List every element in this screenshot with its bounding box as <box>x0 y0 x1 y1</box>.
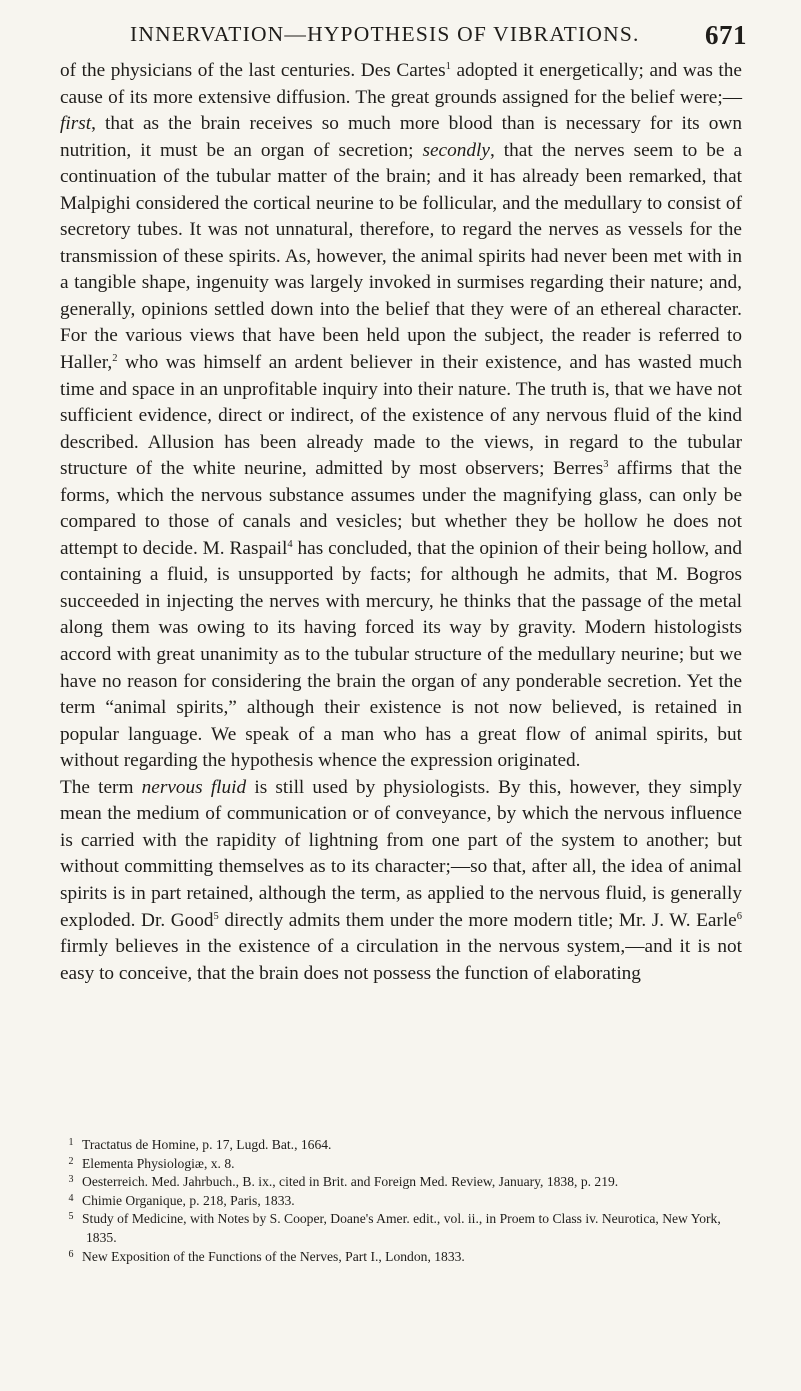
footnote-ref-4: 4 <box>287 538 293 550</box>
italic-text: first <box>60 113 92 135</box>
footnote: 1 Tractatus de Homine, p. 17, Lugd. Bat., 1664. <box>68 1137 332 1152</box>
text-run: directly admits them under the more modern title; Mr. J. W. Earle <box>218 909 737 931</box>
footnote-ref-5: 5 <box>213 910 219 922</box>
running-title: INNERVATION—HYPOTHESIS OF VIBRATIONS. <box>130 22 640 46</box>
text-run: adopted it energetically; and was the cause of its more extensive diffusion. The great grounds assigned for the belief were;— <box>60 60 742 108</box>
footnote: 6 New Exposition of the Functions of the Nerves, Part I., London, 1833. <box>68 1248 465 1264</box>
text-run: of the physicians of the last centuries. Des Cartes <box>60 60 446 81</box>
text-run: firmly believes in the existence of a circulation in the nervous system,—and it is not easy to conceive, that the brain does not possess the function of elaborating <box>60 936 742 984</box>
italic-text: secondly <box>422 139 490 161</box>
footnote: 4 Chimie Organique, p. 218, Paris, 1833. <box>68 1192 295 1208</box>
text-run: is still used by physiologists. By this, however, they simply mean the medium of communication or of conveyance, by which the nervous influence is carried with the rapidity of lightning from one part of the system to another; but without committing themselves as to its character;—so that, after all, the idea of animal spirits is in part retained, although the term, as applied to the nervous fluid, is generally exploded. Dr. Good <box>60 776 743 931</box>
italic-text: nervous fluid <box>141 776 247 798</box>
text-run: affirms that the forms, which the nervous substance assumes under the magnifying glass, can only be compared to those of canals and vesicles; but whether they be hollow he does not attempt to decide. M. Raspail <box>60 458 742 559</box>
footnote-text: Oesterreich. Med. Jahrbuch., B. ix., cited in Brit. and Foreign Med. Review, January, 1838, p. 219. <box>82 1174 619 1190</box>
footnote: 5 Study of Medicine, with Notes by S. Cooper, Doane's Amer. edit., vol. ii., in Proem to Class iv. Neurotica, New York, 1835. <box>68 1211 721 1245</box>
footnote-text: Study of Medicine, with Notes by S. Cooper, Doane's Amer. edit., vol. ii., in Proem to Class iv. Neurotica, New York, 1835. <box>82 1211 721 1245</box>
running-head <box>60 20 747 52</box>
page-number: 671 <box>705 20 747 50</box>
footnote: 3 Oesterreich. Med. Jahrbuch., B. ix., cited in Brit. and Foreign Med. Review, January, 1838, p. 219. <box>68 1174 619 1190</box>
footnote-ref-3: 3 <box>603 459 609 471</box>
text-run: , that the nerves seem to be a continuation of the tubular matter of the brain; and it has already been remarked, that Malpighi considered the cortical neurine to be follicular, and the medullary to consist of secretory tubes. It was not unnatural, therefore, to regard the nerves as vessels for the transmission of these spirits. As, however, the animal spirits had never been met with in a tangible shape, ingenuity was largely invoked in surmises regarding their nature; and, generally, opinions settled down into the belief that they were of an ethereal character. For the various views that have been held upon the subject, the reader is referred to Haller, <box>60 139 742 374</box>
footnotes <box>60 1136 742 1266</box>
text-run: has concluded, that the opinion of their being hollow, and containing a fluid, is unsupported by facts; for although he admits, that M. Bogros succeeded in injecting the nerves with mercury, he thinks that the passage of the metal along them was owing to its having forced its way by gravity. Modern histologists accord with great unanimity as to the tubular structure of the medullary neurine; but we have no reason for considering the brain the organ of any ponderable secretion. Yet the term “animal spirits,” although their existence is not now believed, is retained in popular language. We speak of a man who has a great flow of animal spirits, but without regarding the hypothesis whence the expression originated. <box>60 537 742 772</box>
body-text <box>60 58 742 987</box>
footnote-ref-1: 1 <box>445 61 451 72</box>
footnote-text: Chimie Organique, p. 218, Paris, 1833. <box>82 1192 295 1208</box>
text-run: The term <box>60 776 142 798</box>
footnote: 2 Elementa Physiologiæ, x. 8. <box>68 1155 235 1171</box>
footnote-text: Elementa Physiologiæ, x. 8. <box>82 1155 235 1171</box>
text-run: , that as the brain receives so much more blood than is necessary for its own nutrition, it must be an organ of secretion; <box>60 113 742 161</box>
footnote-text: New Exposition of the Functions of the Nerves, Part I., London, 1833. <box>82 1248 465 1264</box>
footnote-text: Tractatus de Homine, p. 17, Lugd. Bat., 1664. <box>82 1137 332 1152</box>
paragraph-nervous-fluid <box>60 775 742 987</box>
text-run: who was himself an ardent believer in their existence, and has wasted much time and space in an unprofitable inquiry into their nature. The truth is, that we have not sufficient evidence, direct or indirect, of the existence of any nervous fluid of the kind described. Allusion has been already made to the views, in regard to the tubular structure of the white neurine, admitted by most observers; Berres <box>60 352 742 480</box>
footnote-ref-6: 6 <box>736 910 742 922</box>
paragraph-animal-spirits <box>60 58 742 775</box>
footnote-ref-2: 2 <box>112 353 118 365</box>
